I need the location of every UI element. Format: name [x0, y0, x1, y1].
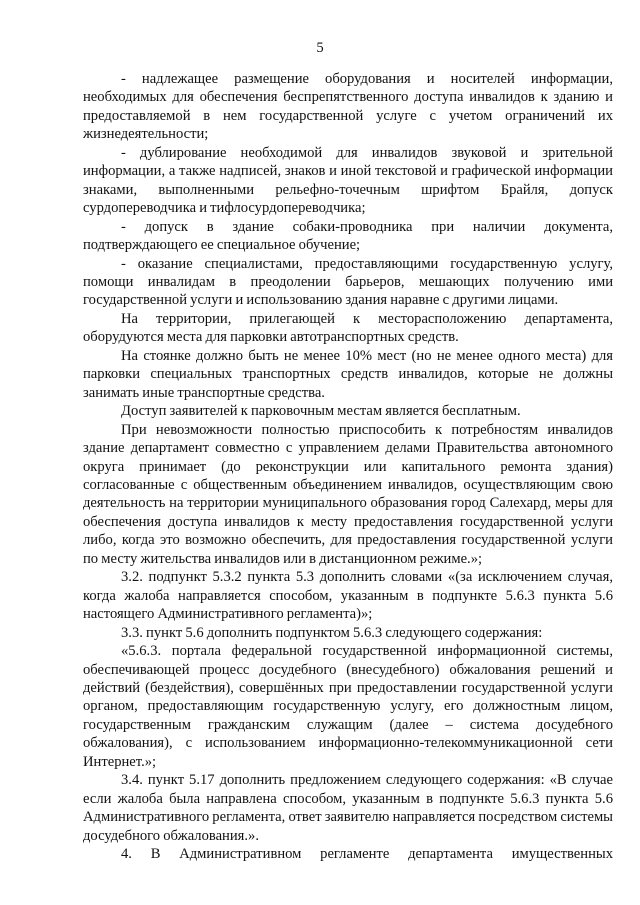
paragraph: 3.2. подпункт 5.3.2 пункта 5.3 дополнить словами «(за исключением случая, когда жалоба направляется способом, указанным в подпункте 5.6.3 пункта 5.6 настоящего Административного регламента)»;	[83, 569, 613, 623]
paragraph: - допуск в здание собаки-проводника при наличии документа, подтверждающего ее специальное обучение;	[83, 218, 613, 254]
paragraph: - оказание специалистами, предоставляющими государственную услугу, помощи инвалидам в преодолении барьеров, мешающих получению ими государственной услуги и использованию здания наравне с другими лицами.	[83, 255, 613, 309]
paragraph: На территории, прилегающей к месторасположению департамента, оборудуются места для парковки автотранспортных средств.	[83, 310, 613, 346]
paragraph: 3.3. пункт 5.6 дополнить подпунктом 5.6.3 следующего содержания:	[121, 624, 543, 641]
paragraph: - надлежащее размещение оборудования и носителей информации, необходимых для обеспечения беспрепятственного доступа инвалидов к зданию и предоставляемой в нем государственной услуге с учетом ограничений их жизнедеятельности;	[83, 71, 613, 143]
paragraph: При невозможности полностью приспособить к потребностям инвалидов здание департамент совместно с управлением делами Правительства автономного округа принимает (до реконструкции или капитального ремонта здания) согласованные с общественным объединением инвалидов, осуществляющим свою деятельность на территории муниципального образования город Салехард, меры для обеспечения доступа инвалидов к месту предоставления государственной услуги либо, когда это возможно обеспечить, для предоставления государственной услуги по месту жительства инвалидов или в дистанционном режиме.»;	[83, 421, 613, 567]
paragraph: На стоянке должно быть не менее 10% мест (но не менее одного места) для парковки специальных транспортных средств инвалидов, которые не должны занимать иные транспортные средства.	[83, 347, 613, 401]
document-body	[83, 70, 613, 863]
page-number: 5	[316, 40, 324, 56]
paragraph: 3.4. пункт 5.17 дополнить предложением следующего содержания: «В случае если жалоба была направлена способом, указанным в подпункте 5.6.3 пункта 5.6 Административного регламента, ответ заявителю направляется посредством системы досудебного обжалования.».	[83, 772, 613, 844]
paragraph: Доступ заявителей к парковочным местам является бесплатным.	[121, 403, 521, 420]
paragraph: 4. В Административном регламенте департамента имущественных	[121, 846, 613, 863]
paragraph: - дублирование необходимой для инвалидов звуковой и зрительной информации, а также надписей, знаков и иной текстовой и графической информации знаками, выполненными рельефно-точечным шрифтом Брайля, допуск сурдопереводчика и тифлосурдопереводчика;	[83, 144, 613, 217]
paragraph: «5.6.3. портала федеральной государственной информационной системы, обеспечивающей процесс досудебного (внесудебного) обжалования решений и действий (бездействия), совершённых при предоставлении государственной услуги органом, предоставляющим государственную услугу, его должностным лицом, государственным гражданским служащим (далее – система досудебного обжалования), с использованием информационно-телекоммуникационной сети Интернет.»;	[83, 643, 613, 770]
